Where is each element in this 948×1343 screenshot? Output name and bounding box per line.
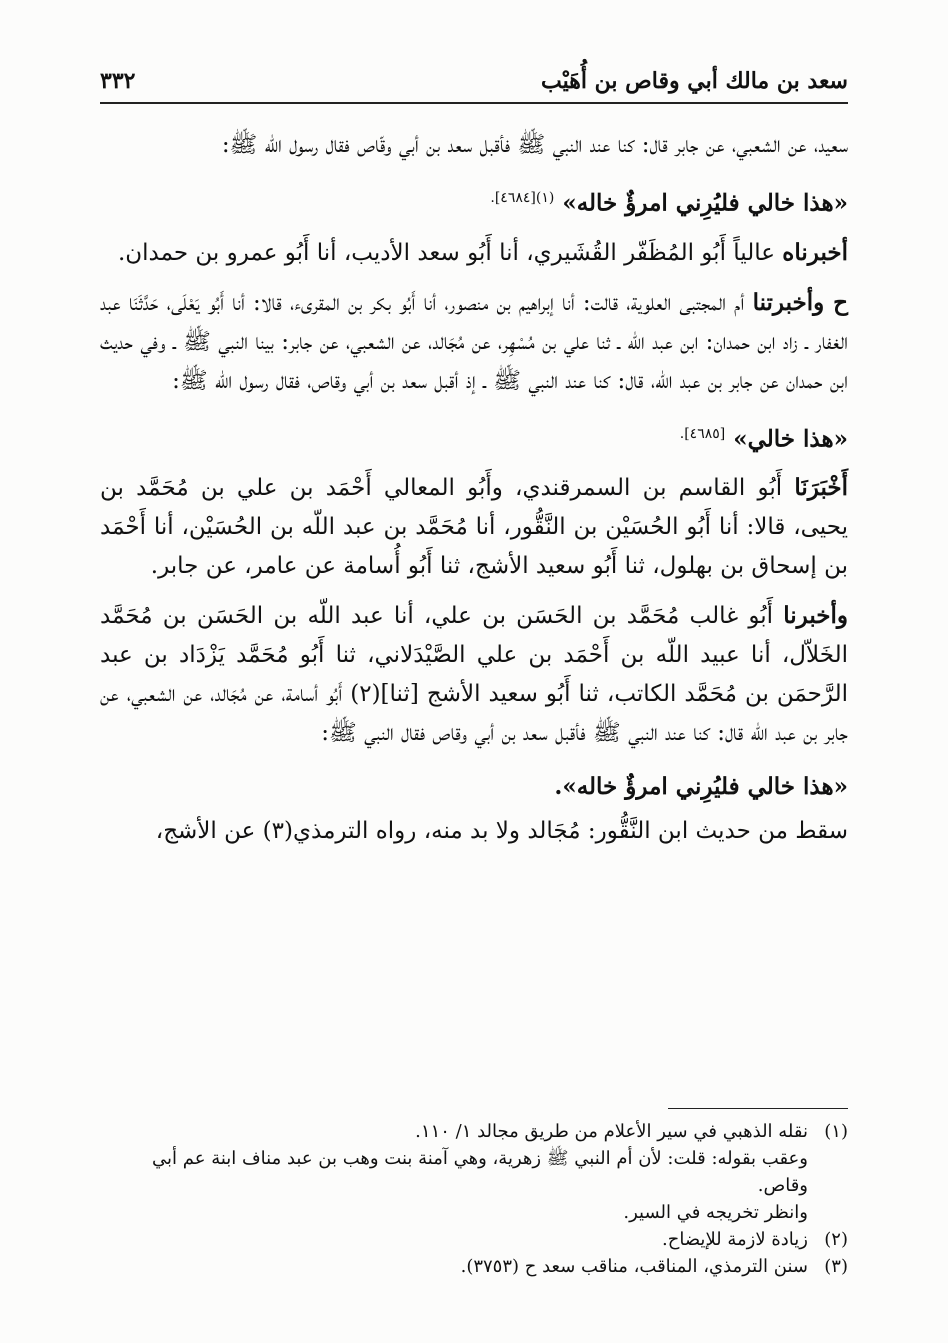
footnote-text: وانظر تخريجه في السير. — [623, 1202, 808, 1223]
hadith-quote-1 — [100, 179, 848, 223]
footnote-rule — [668, 1108, 848, 1109]
paragraph-text: أَبُو القاسم بن السمرقندي، وأَبُو المعالي أَحْمَد بن علي بن مُحَمَّد بن يحيى، قالا: أنا أَبُو الحُسَيْن بن النَّقُّور، أنا مُحَمَّد بن عبد اللّه بن الحُسَيْن، أنا أَحْمَد بن إسحاق بن بهلول، ثنا أَبُو سعيد الأشج، ثنا أَبُو أُسامة عن عامر، عن جابر. — [100, 475, 848, 580]
lead-word: ح وأخبرتنا — [752, 288, 848, 316]
footnote-number: (٢) — [824, 1229, 848, 1250]
footnote-number: (١) — [824, 1121, 848, 1142]
footnote-text: سنن الترمذي، المناقب، مناقب سعد ح (٣٧٥٣). — [460, 1256, 808, 1277]
hadith-quote-3: «هذا خالي فليُرِني امرؤٌ خاله». — [554, 773, 848, 801]
footnote-number: (٣) — [824, 1256, 848, 1277]
footnote-ref: (١)[٤٦٨٤]. — [490, 190, 555, 206]
footnotes — [100, 1118, 848, 1280]
lead-word: أَخْبَرَنَا — [794, 474, 849, 502]
footnote-text: وعقب بقوله: قلت: لأن أم النبي ﷺ زهرية، وهي آمنة بنت وهب بن عبد مناف ابنة عم أبي وقاص. — [152, 1148, 808, 1196]
footnote-item — [100, 1118, 848, 1145]
paragraph-4 — [100, 468, 848, 586]
running-title: سعد بن مالك أبي وقاص بن أُهَيْب — [541, 68, 848, 94]
paragraph-3 — [100, 283, 848, 401]
footnote-text: نقله الذهبي في سير الأعلام من طريق مجالد ١/ ١١٠. — [415, 1121, 808, 1142]
lead-word: أخبرناه — [782, 238, 848, 266]
page-header — [100, 62, 848, 102]
main-text — [100, 126, 848, 851]
paragraph-text: أَبُو غالب مُحَمَّد بن الحَسَن بن علي، أنا عبد اللّه بن الحَسَن بن مُحَمَّد الخَلاّل، أنا عبيد اللّه بن أَحْمَد بن علي الصَّيْدَلاني، ثنا أَبُو مُحَمَّد يَزْدَاد بن عبد الرَّحمَن بن مُحَمَّد الكاتب، ثنا أَبُو سعيد الأشج [ثنا](٢) أَبُو أسامة، عن مُجَالد، عن الشعبي، عن جابر بن عبد اللّه قال: كنا عند النبي ﷺ فأقبل سعد بن أبي وقاص فقال النبي ﷺ: — [100, 603, 848, 747]
hadith-quote-2 — [100, 415, 848, 459]
footnote-ref: [٤٦٨٥]. — [679, 425, 726, 442]
paragraph-1: سعيد، عن الشعبي، عن جابر قال: كنا عند النبي ﷺ فأقبل سعد بن أبي وقّاص فقال رسول الله ﷺ: — [221, 132, 848, 158]
quote-text: «هذا خالي» — [733, 425, 848, 453]
lead-word: وأخبرنا — [783, 602, 849, 630]
quote-text: «هذا خالي فليُرِني امرؤٌ خاله» — [562, 189, 848, 217]
footnote-item — [100, 1253, 848, 1280]
paragraph-text: أم المجتبى العلوية، قالت: أنا إبراهيم بن منصور، أنا أَبُو بكر بن المقرىء، قالا: أنا أَبُو يَعْلَى، حَدَّثَنَا عبد الغفار ـ زاد ابن حمدان: ابن عبد اللّه ـ ثنا علي بن مُسْهِر، عن مُجَالد، عن الشعبي، عن جابر: بينا النبي ﷺ ـ وفي حديث ابن حمدان عن جابر بن عبد اللّه، قال: كنا عند النبي ﷺ ـ إذ أقبل سعد بن أبي وقاص، فقال رسول الله ﷺ: — [100, 289, 848, 394]
footnote-item — [100, 1145, 848, 1199]
page-number: ٣٣٢ — [100, 68, 136, 94]
paragraph-text: عالياً أَبُو المُظَفّر القُشَيري، أنا أَبُو سعد الأديب، أنا أَبُو عمرو بن حمدان. — [117, 239, 775, 266]
header-rule — [100, 102, 848, 104]
paragraph-2 — [100, 233, 848, 273]
footnote-item — [100, 1226, 848, 1253]
paragraph-6: سقط من حديث ابن النَّقُّور: مُجَالد ولا بد منه، رواه الترمذي(٣) عن الأشج، — [155, 818, 848, 845]
paragraph-5 — [100, 596, 848, 753]
footnote-text: زيادة لازمة للإيضاح. — [662, 1229, 808, 1250]
footnote-item — [100, 1199, 848, 1226]
